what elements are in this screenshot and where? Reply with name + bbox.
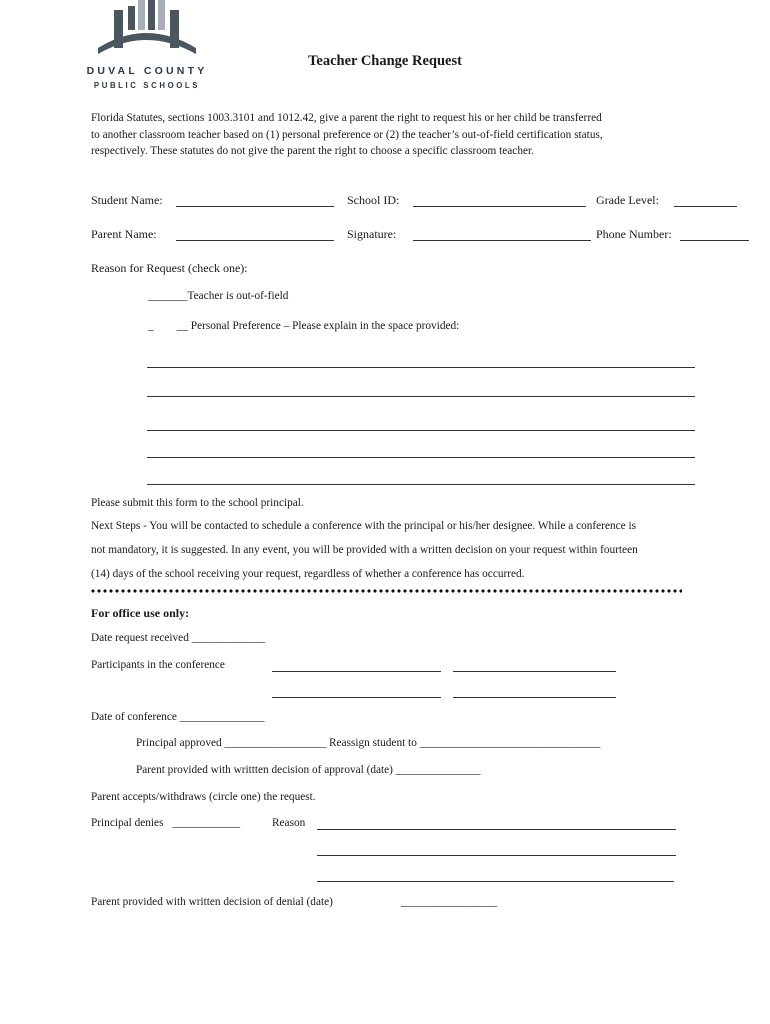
date-received-row [91,632,265,644]
student-name-field[interactable] [176,206,334,207]
parent-name-label: Parent Name: [91,227,157,241]
principal-denies-label: Principal denies [91,817,164,829]
reassign-label: Reassign student to [328,737,417,749]
school-id-field[interactable] [413,206,586,207]
participant-field[interactable] [272,697,441,698]
date-conference-label: Date of conference [91,711,177,723]
date-conference-field[interactable]: _______________ [179,711,265,723]
principal-approved-field[interactable]: __________________ [224,737,327,749]
logo-name: DUVAL COUNTY [86,65,208,77]
approval-decision-row [136,764,481,776]
intro-line: Florida Statutes, sections 1003.3101 and 1012.42, give a parent the right to request his or her child be transferred [91,112,602,124]
parent-accepts-text: Parent accepts/withdraws (circle one) the request. [91,791,316,803]
reason-label: Reason [272,817,306,829]
principal-denies-row [91,817,240,829]
denial-reason-field[interactable] [317,881,674,882]
reassign-field[interactable]: ________________________________ [419,737,601,749]
date-received-field[interactable]: _____________ [191,632,266,644]
intro-line: to another classroom teacher based on (1) personal preference or (2) the teacher’s out-of-field certification status, [91,128,603,141]
logo-subtitle: PUBLIC SCHOOLS [93,81,201,90]
grade-level-field[interactable] [674,206,737,207]
intro-paragraph [91,110,691,160]
dotted-separator [90,589,682,593]
explanation-line[interactable] [147,484,695,485]
personal-preference-checkbox-b[interactable]: __ [176,320,188,332]
student-name-label: Student Name: [91,193,163,207]
participant-field[interactable] [272,671,441,672]
signature-label: Signature: [347,227,397,241]
explanation-line[interactable] [147,457,695,458]
submit-instruction: Please submit this form to the school principal. [91,497,304,509]
approval-decision-label: Parent provided with writtten decision of approval (date) [136,764,393,776]
personal-preference-option[interactable] [148,320,459,332]
explanation-line[interactable] [147,396,695,397]
page-title: Teacher Change Request [308,53,462,69]
participant-field[interactable] [453,671,616,672]
out-of-field-option[interactable] [148,290,288,302]
school-id-label: School ID: [347,193,400,207]
denial-decision-label: Parent provided with written decision of denial (date) [91,896,333,908]
phone-number-label: Phone Number: [596,227,672,241]
phone-number-field[interactable] [680,240,749,241]
next-steps-line: (14) days of the school receiving your request, regardless of whether a conference has occurred. [91,568,525,580]
out-of-field-label: Teacher is out-of-field [187,290,289,302]
personal-preference-label: Personal Preference – Please explain in the space provided: [190,320,460,332]
explanation-line[interactable] [147,430,695,431]
parent-name-field[interactable] [176,240,334,241]
personal-preference-checkbox-a[interactable]: _ [148,320,154,332]
participant-field[interactable] [453,697,616,698]
participants-label: Participants in the conference [91,659,225,671]
next-steps-line: Next Steps - You will be contacted to schedule a conference with the principal or his/her designee. While a conference is [91,520,636,532]
next-steps-line: not mandatory, it is suggested. In any event, you will be provided with a written decision on your request within fourteen [91,544,638,556]
principal-approved-label: Principal approved [136,737,222,749]
explanation-line[interactable] [147,367,695,368]
denial-reason-field[interactable] [317,829,676,830]
denial-reason-field[interactable] [317,855,676,856]
office-use-heading: For office use only: [91,606,190,620]
signature-field[interactable] [413,240,591,241]
principal-denies-field[interactable]: ____________ [172,817,241,829]
principal-approved-row [136,737,600,749]
approval-decision-field[interactable]: _______________ [395,764,481,776]
denial-decision-field[interactable]: _________________ [401,896,498,908]
date-conference-row [91,711,265,723]
intro-line: respectively. These statutes do not give the parent the right to choose a specific classroom teacher. [91,145,534,157]
out-of-field-checkbox[interactable]: _______ [148,290,188,302]
grade-level-label: Grade Level: [596,193,659,207]
date-received-label: Date request received [91,632,189,644]
reason-heading: Reason for Request (check one): [91,261,248,275]
